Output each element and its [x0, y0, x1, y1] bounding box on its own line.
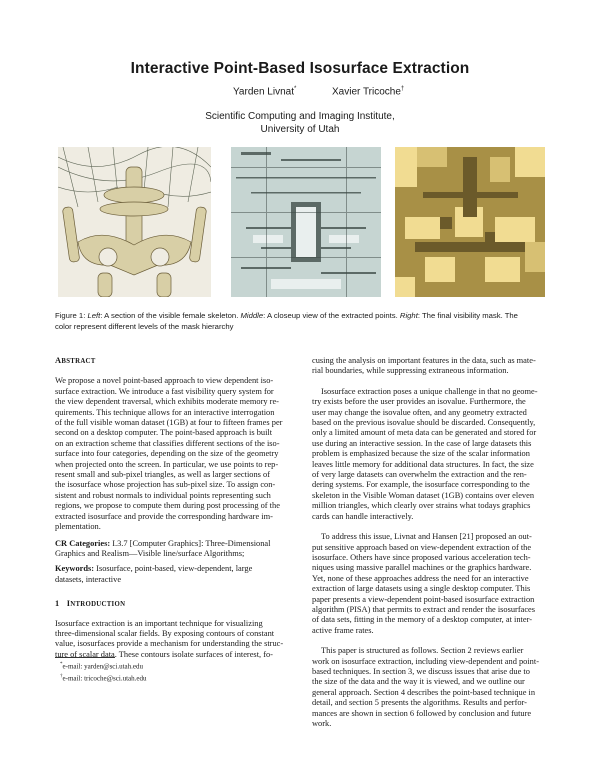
figure-left-skeleton-image: [58, 147, 211, 297]
paragraph-4: This paper is structured as follows. Section 2 reviews earlier work on isosurface extraction, including view-dependent and point- based techniques. In section 3, we discuss issues that arise due to the size of the data and the way it is viewed, and we outline our general approach. Section 4 describes the point-based technique in detail, and section 5 presents the algorithms. Results and perfor- mances are shown in section 6 followed by conclusion and future work.: [312, 646, 539, 728]
affiliation: Scientific Computing and Imaging Institute, University of Utah: [205, 111, 395, 135]
figure-middle-points-image: [231, 147, 381, 297]
author-livnat: Yarden Livnat*: [233, 86, 297, 98]
paragraph-2: Isosurface extraction poses a unique challenge in that no geome- try exists before the user provides an isovalue. Furthermore, the user may change the isovalue often, and any geometry extracted based on the previous isovalue should be discarded. Consequently, only a limited amount of meta data can be generated and stored for use during an interactive session. In the case of large datasets this problem is emphasized because the size of the scalar information leaves little memory for additional data structures. In fact, the size of very large datasets can overwhelm the extraction and the ren- dering systems. For example, the isosurface corresponding to the skeleton in the Visible Woman dataset (1GB) contains over eleven million triangles, which clearly over strains what todays graphics cards can handle interactively.: [312, 386, 538, 521]
abstract-body: We propose a novel point-based approach to view dependent iso- surface extraction. We introduce a fast visibility query system for the view dependent traversal, which exhibits moderate memory re- quirements. This technique allows for an interactive interrogation of the full visible woman dataset (1GB) at four to fifteen frames per second on a desktop computer. The point-based approach is built on an extraction scheme that classifies different sections of the iso- surface into four categories, depending on the size of the geometry when projected onto the screen. In particular, we use points to rep- resent small and sub-pixel triangles, as well as larger sections of the isosurface whose projection has sub-pixel size. To assign con- sistent and robust normals to individual points representing such regions, we propose to compute them during post processing of the extracted isosurface and provide the corresponding hardware im- plementation.: [55, 376, 283, 532]
right-column: [312, 356, 546, 729]
author-tricoche: Xavier Tricoche†: [332, 86, 405, 98]
abstract-heading: ABSTRACT: [55, 356, 96, 365]
cr-categories: CR Categories: I.3.7 [Computer Graphics]: Three-Dimensional Graphics and Realism—Visible line/surface Algorithms;: [55, 538, 271, 558]
footnote-tricoche: †e-mail: tricoche@sci.utah.edu: [60, 673, 147, 683]
footnote-livnat: *e-mail: yarden@sci.utah.edu: [60, 662, 143, 671]
figure-caption: Figure 1: Left: A section of the visible female skeleton. Middle: A closeup view of the extracted points. Right: The final visibility mask. The color represent different levels of the mask hierarchy: [55, 311, 518, 331]
introduction-body: Isosurface extraction is an important technique for visualizing three-dimensional scalar fields. By exposing contours of constant value, isosurfaces provide a mechanism for understanding the struc- ture of scalar data. These contours isolate surfaces of interest, fo-: [55, 618, 284, 659]
paragraph-1: cusing the analysis on important features in the data, such as mate- rial boundaries, while suppressing extraneous information.: [312, 356, 536, 376]
footnote-divider: [55, 657, 115, 658]
footnotes: [60, 660, 147, 684]
figure-right-visibility-mask-image: [395, 147, 545, 297]
paragraph-3: To address this issue, Livnat and Hansen [21] proposed an out- put sensitive approach based on view-dependent extraction of the isosurface. Others have since proposed various acceleration tech- niques using massive parallel machines or the graphics hardware. Yet, none of these approaches address the need for an interactive extraction of large datasets using a single desktop computer. This paper presents a view-dependent point-based isosurface extraction algorithm (PISA) that permits to extract and render the isosurfaces of data sets, fitting in the memory of a desktop computer, at inter- active frame rates.: [312, 532, 536, 635]
introduction-heading: 1 INTRODUCTION: [55, 599, 126, 609]
abstract-section: [55, 356, 289, 660]
paper-title: Interactive Point-Based Isosurface Extraction: [130, 60, 470, 77]
keywords: Keywords: Isosurface, point-based, view-dependent, large datasets, interactive: [55, 564, 253, 584]
